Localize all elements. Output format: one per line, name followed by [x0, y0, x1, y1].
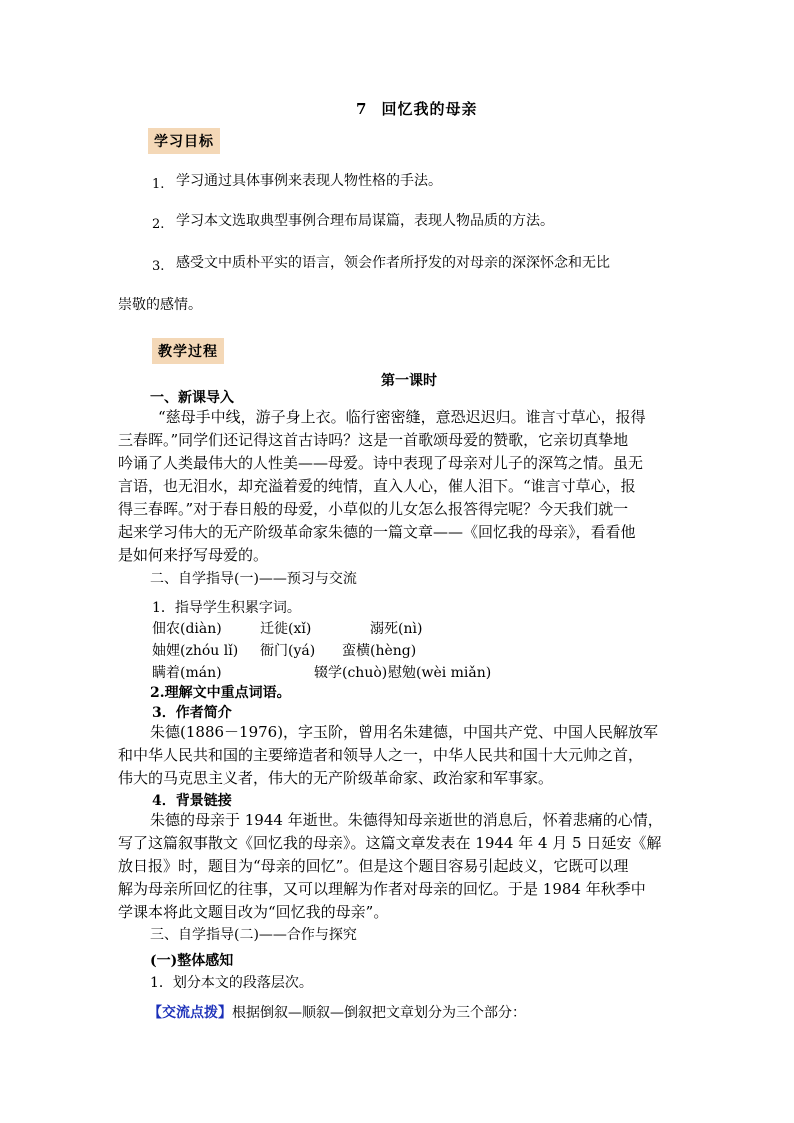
item-heading: 1．指导学生积累字词。: [152, 600, 301, 616]
word-entry: 瞒着(mán): [152, 665, 222, 681]
background-line: 朱德的母亲于 1944 年逝世。朱德得知母亲逝世的消息后，怀着悲痛的心情，: [150, 811, 663, 829]
word-entry: 妯娌(zhóu lǐ): [152, 643, 239, 659]
section-heading: 一、新课导入: [150, 390, 234, 406]
goal-item: 3. 感受文中质朴平实的语言，领会作者所抒发的对母亲的深深怀念和无比: [152, 255, 610, 274]
word-entry: 溺死(nì): [370, 621, 423, 637]
subsection-heading: (一)整体感知: [150, 953, 234, 969]
task-item: 1．划分本文的段落层次。: [150, 975, 313, 991]
intro-line: 言语，也无泪水，却充溢着爱的纯情，直入人心，催人泪下。“谁言寸草心，报: [118, 477, 636, 495]
goal-item-continuation: 崇敬的感情。: [118, 297, 202, 313]
author-line: 朱德(1886－1976)，字玉阶，曾用名朱建德，中国共产党、中国人民解放军: [150, 723, 659, 741]
author-line: 和中华人民共和国的主要缔造者和领导人之一，中华人民共和国十大元帅之首，: [118, 746, 644, 764]
item-heading: 2.理解文中重点词语。: [150, 685, 291, 701]
process-badge: 教学过程: [152, 338, 224, 364]
section-heading: 二、自学指导(一)——预习与交流: [150, 571, 357, 587]
item-heading: 3．作者简介: [152, 705, 232, 721]
page-title: [356, 98, 477, 119]
goals-badge: 学习目标: [148, 128, 220, 154]
exchange-tag: 【交流点拨】: [148, 1005, 232, 1021]
section-heading: 三、自学指导(二)——合作与探究: [150, 927, 357, 943]
intro-line: “慈母手中线，游子身上衣。临行密密缝，意恐迟迟归。谁言寸草心，报得: [158, 408, 646, 426]
word-entry: 慰勉(wèi miǎn): [388, 665, 492, 681]
goal-item: 1. 学习通过具体事例来表现人物性格的手法。: [152, 173, 442, 192]
exchange-note: [148, 1002, 526, 1022]
lesson-number: 7: [356, 100, 368, 118]
intro-line: 三春晖。”同学们还记得这首古诗吗？这是一首歌颂母爱的赞歌，它亲切真挚地: [118, 431, 629, 449]
word-entry: 佃农(diàn): [152, 621, 222, 637]
intro-line: 吟诵了人类最伟大的人性美——母爱。诗中表现了母亲对儿子的深笃之情。虽无: [118, 454, 644, 472]
intro-line: 是如何来抒写母爱的。: [118, 546, 269, 564]
item-heading: 4．背景链接: [152, 793, 232, 809]
background-line: 写了这篇叙事散文《回忆我的母亲》。这篇文章发表在 1944 年 4 月 5 日延安《解: [118, 834, 662, 852]
goal-item: 2. 学习本文选取典型事例合理布局谋篇，表现人物品质的方法。: [152, 213, 554, 232]
word-entry: 蛮横(hèng): [342, 643, 417, 659]
intro-line: 起来学习伟大的无产阶级革命家朱德的一篇文章——《回忆我的母亲》，看看他: [118, 523, 636, 541]
exchange-text: 根据倒叙—顺叙—倒叙把文章划分为三个部分：: [232, 1005, 526, 1021]
lesson-title: 回忆我的母亲: [381, 100, 478, 118]
author-line: 伟大的马克思主义者，伟大的无产阶级革命家、政治家和军事家。: [118, 769, 554, 787]
lesson-period-title: 第一课时: [381, 373, 437, 389]
background-line: 放日报》时，题目为“母亲的回忆”。但是这个题目容易引起歧义，它既可以理: [118, 857, 629, 875]
word-entry: 辍学(chuò): [314, 665, 388, 681]
word-entry: 衙门(yá): [260, 643, 316, 659]
background-line: 学课本将此文题目改为“回忆我的母亲”。: [118, 903, 389, 921]
word-entry: 迁徙(xǐ): [260, 621, 312, 637]
intro-line: 得三春晖。”对于春日般的母爱，小草似的儿女怎么报答得完呢？今天我们就一: [118, 500, 629, 518]
background-line: 解为母亲所回忆的往事，又可以理解为作者对母亲的回忆。于是 1984 年秋季中: [118, 880, 646, 898]
